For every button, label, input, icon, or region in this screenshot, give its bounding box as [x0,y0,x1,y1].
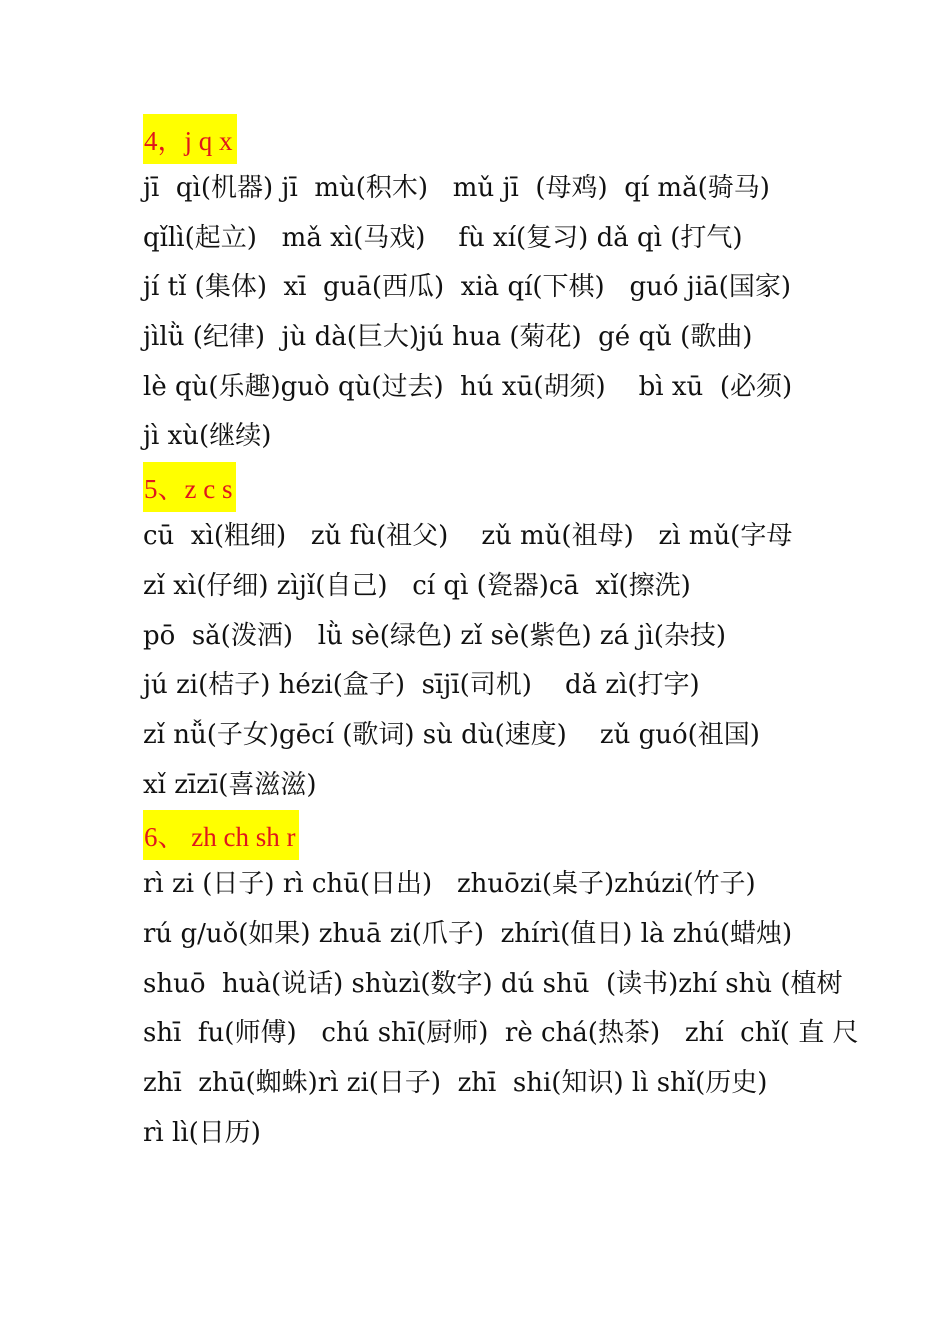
section-zcs [143,462,863,810]
document-content [143,114,863,1158]
word-line: rì lì(日历) [143,1117,261,1148]
section-jqx [143,114,863,462]
word-line: xǐ zīzī(喜滋滋) [143,769,317,800]
word-line: jī qì(机器) jī mù(积木) mǔ jī (母鸡) qí mǎ(骑马) [143,173,770,203]
word-line: rì zi (日子) rì chū(日出) zhuōzi(桌子)zhúzi(竹子) [143,869,756,900]
word-line: jì xù(继续) [143,421,272,452]
section-heading: 5、z c s [143,462,236,512]
section-zh-ch-sh-r [143,810,863,1158]
word-line: rú g/uǒ(如果) zhuā zi(爪子) zhírì(值日) là zhú(蜡烛) [143,918,793,949]
word-line: jí tǐ (集体) xī guā(西瓜) xià qí(下棋) guó jiā(国家) [143,272,791,303]
word-line: pō sǎ(泼洒) lǜ sè(绿色) zǐ sè(紫色) zá jì(杂技) [143,620,727,651]
word-line: qǐlì(起立) mǎ xì(马戏) fù xí(复习) dǎ qì (打气) [143,222,743,253]
word-line: jìlǜ (纪律) jù dà(巨大)jú hua (菊花) gé qǔ (歌曲) [143,322,753,353]
word-line: shī fu(师傅) chú shī(厨师) rè chá(热茶) zhí chǐ( 直 尺 [143,1018,859,1049]
word-line: zǐ nǚ(子女)gēcí (歌词) sù dù(速度) zǔ guó(祖国) [143,719,760,750]
word-line: zhī zhū(蜘蛛)rì zi(日子) zhī shi(知识) lì shǐ(历史) [143,1068,768,1098]
word-line: lè qù(乐趣)guò qù(过去) hú xū(胡须) bì xū (必须) [143,371,793,402]
word-line: shuō huà(说话) shùzì(数字) dú shū (读书)zhí shù (植树 [143,968,843,999]
section-heading: 4，j q x [143,114,237,164]
section-heading: 6、 zh ch sh r [143,810,299,860]
word-line: jú zi(桔子) hézi(盒子) sījī(司机) dǎ zì(打字) [143,670,700,701]
word-line: cū xì(粗细) zǔ fù(祖父) zǔ mǔ(祖母) zì mǔ(字母 [143,521,793,552]
word-line: zǐ xì(仔细) zìjǐ(自己) cí qì (瓷器)cā xǐ(擦洗) [143,570,691,601]
